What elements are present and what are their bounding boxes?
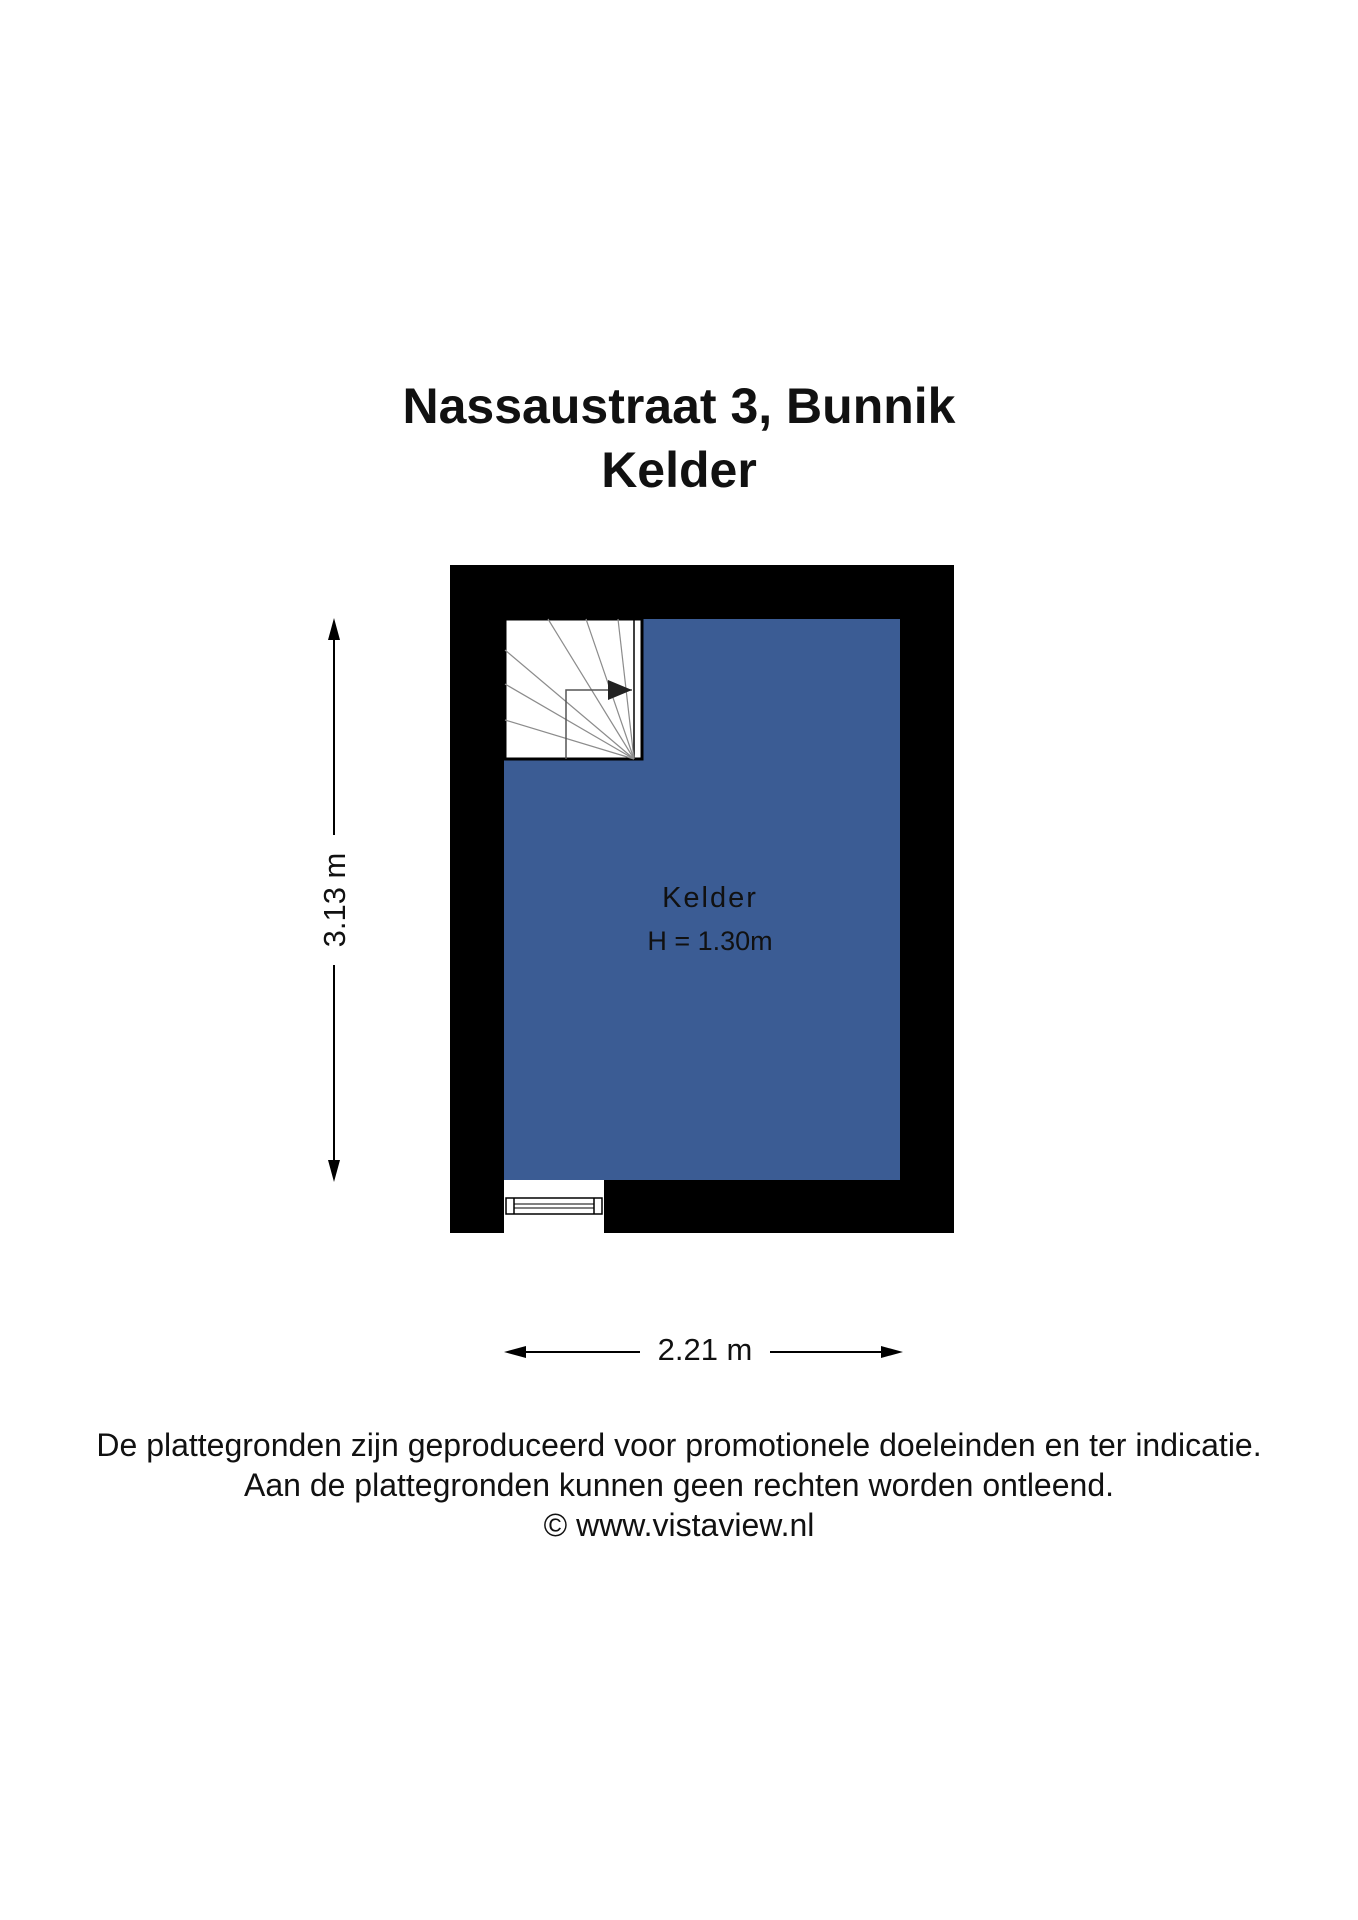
disclaimer-line-1: De plattegronden zijn geproduceerd voor promotionele doeleinden en ter indicatie. [96, 1427, 1262, 1463]
disclaimer-line-2: Aan de plattegronden kunnen geen rechten worden ontleend. [243, 1467, 1114, 1503]
floor-title: Kelder [601, 442, 757, 498]
door-opening [504, 1180, 604, 1233]
room-name-label: Kelder [662, 882, 758, 914]
copyright-link[interactable]: © www.vistaview.nl [543, 1507, 815, 1543]
address-title: Nassaustraat 3, Bunnik [402, 378, 956, 434]
room-height-label: H = 1.30m [647, 926, 773, 956]
width-dimension-label: 2.21 m [640, 1330, 770, 1370]
height-dimension-label: 3.13 m [315, 835, 355, 965]
staircase [505, 619, 642, 759]
